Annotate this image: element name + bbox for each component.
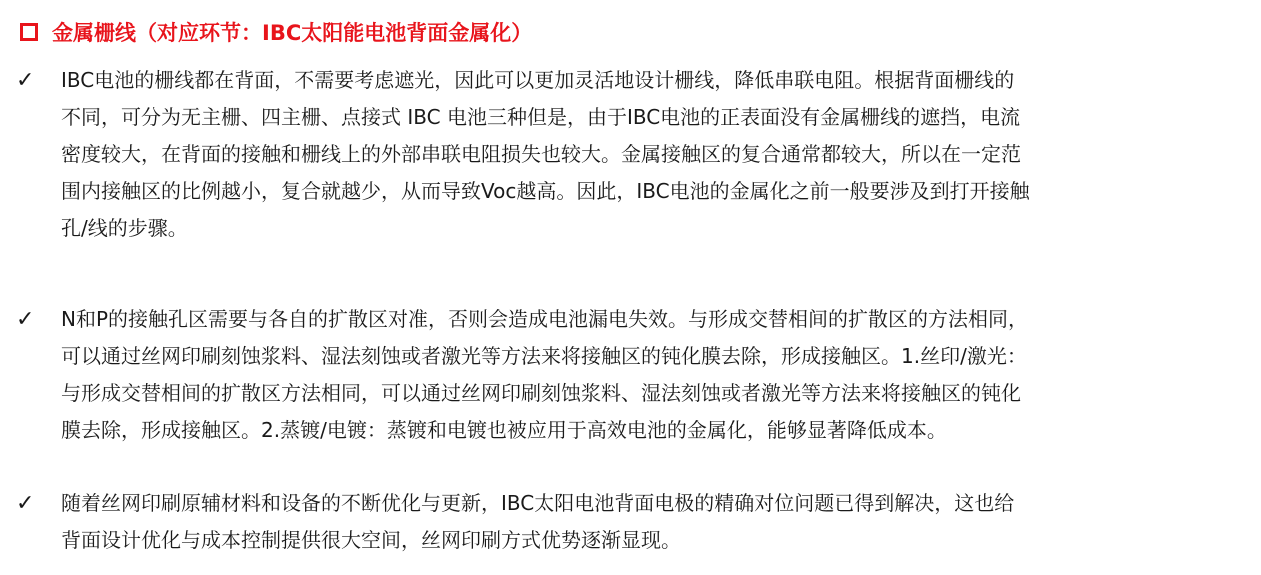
hollow-square-icon — [20, 23, 38, 41]
bullet-paragraph-1 — [61, 62, 1256, 247]
paragraph-line: 可以通过丝网印刷刻蚀浆料、湿法刻蚀或者激光等方法来将接触区的钝化膜去除，形成接触区。1.丝印/激光： — [61, 344, 1027, 368]
bullet-paragraph-3 — [61, 485, 1256, 559]
paragraph-line: 与形成交替相间的扩散区方法相同，可以通过丝网印刷刻蚀浆料、湿法刻蚀或者激光等方法来将接触区的钝化 — [61, 381, 1021, 405]
bullet-paragraph-2 — [61, 301, 1256, 449]
checkmark-icon: ✓ — [16, 68, 35, 93]
section-heading-text: 金属栅线（对应环节：IBC太阳能电池背面金属化） — [52, 21, 533, 45]
paragraph-line: 围内接触区的比例越小，复合就越少，从而导致Voc越高。因此，IBC电池的金属化之前一般要涉及到打开接触 — [61, 179, 1030, 203]
paragraph-line: N和P的接触孔区需要与各自的扩散区对准，否则会造成电池漏电失效。与形成交替相间的扩散区的方法相同， — [61, 307, 1029, 331]
checkmark-icon: ✓ — [16, 491, 35, 516]
paragraph-line: 随着丝网印刷原辅材料和设备的不断优化与更新，IBC太阳电池背面电极的精确对位问题已得到解决，这也给 — [61, 491, 1015, 515]
paragraph-line: 背面设计优化与成本控制提供很大空间，丝网印刷方式优势逐渐显现。 — [61, 528, 681, 552]
paragraph-line: IBC电池的栅线都在背面，不需要考虑遮光，因此可以更加灵活地设计栅线，降低串联电阻。根据背面栅线的 — [61, 68, 1015, 92]
paragraph-line: 不同，可分为无主栅、四主栅、点接式 IBC 电池三种但是，由于IBC电池的正表面没有金属栅线的遮挡，电流 — [61, 105, 1021, 129]
section-heading — [20, 14, 532, 50]
paragraph-line: 膜去除，形成接触区。2.蒸镀/电镀：蒸镀和电镀也被应用于高效电池的金属化，能够显著降低成本。 — [61, 418, 947, 442]
paragraph-line: 孔/线的步骤。 — [61, 216, 188, 240]
paragraph-line: 密度较大，在背面的接触和栅线上的外部串联电阻损失也较大。金属接触区的复合通常都较大，所以在一定范 — [61, 142, 1021, 166]
checkmark-icon: ✓ — [16, 307, 35, 332]
